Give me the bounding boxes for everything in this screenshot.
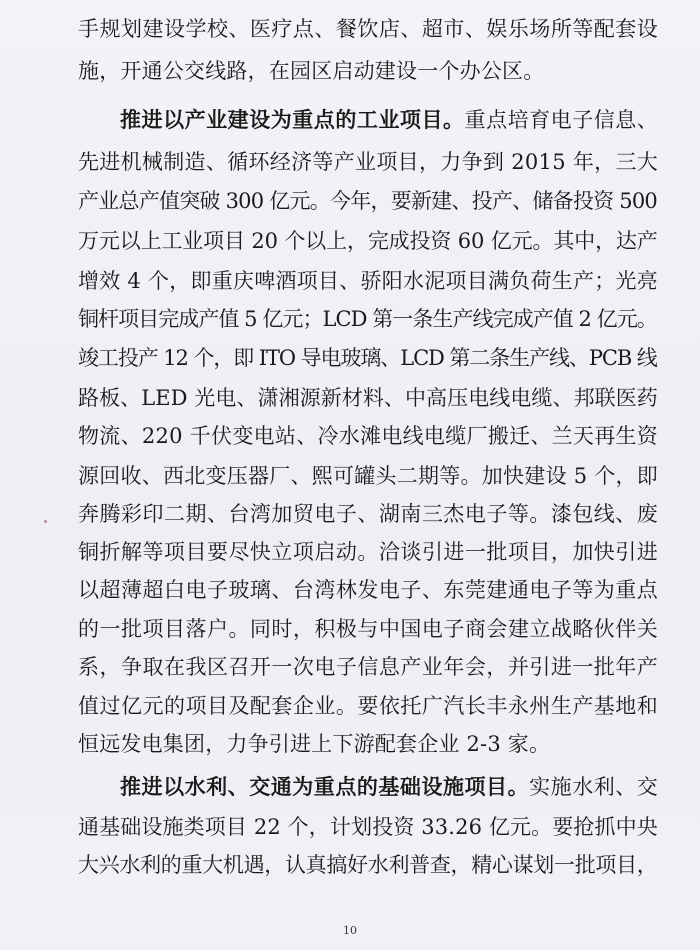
text-line (120, 105, 658, 135)
body-text-run: 奔腾彩印二期、台湾加贸电子、湖南三杰电子等。漆包线、废 (78, 502, 659, 526)
text-line (78, 383, 658, 413)
body-text-run: 的一批项目落户。同时，积极与中国电子商会建立战略伙伴关 (78, 617, 659, 641)
text-line (78, 575, 658, 605)
bold-heading-text: 推进以产业建设为重点的工业项目。 (120, 108, 465, 132)
body-text-run: 值过亿元的项目及配套企业。要依托广汽长丰永州生产基地和 (78, 694, 659, 718)
text-line (78, 499, 658, 529)
body-text-run: 以超薄超白电子玻璃、台湾林发电子、东莞建通电子等为重点 (78, 578, 659, 602)
text-line (78, 147, 658, 177)
body-text-run: 大兴水利的重大机遇，认真搞好水利普查，精心谋划一批项目， (78, 853, 658, 877)
text-line (78, 850, 657, 880)
text-line (78, 14, 658, 44)
body-text-run: 重点培育电子信息、 (464, 108, 659, 132)
body-text-run: 铜杆项目完成产值 5 亿元；LCD 第一条生产线完成产值 2 亿元。 (78, 307, 657, 331)
body-text-run: 系，争取在我区召开一次电子信息产业年会，并引进一批年产 (78, 655, 659, 679)
text-line (78, 304, 657, 334)
text-line (78, 343, 657, 373)
text-line (78, 812, 658, 842)
body-text-run: 实施水利、交 (529, 775, 659, 799)
body-text-run: 万元以上工业项目 20 个以上，完成投资 60 亿元。其中，达产 (78, 229, 658, 253)
body-text-run: 先进机械制造、循环经济等产业项目，力争到 2015 年，三大 (78, 150, 659, 174)
body-text-run: 恒远发电集团，力争引进上下游配套企业 2-3 家。 (78, 732, 551, 756)
body-text-run: 物流、220 千伏变电站、冷水滩电线电缆厂搬迁、兰天再生资 (78, 424, 659, 448)
text-line (78, 461, 658, 491)
text-line (78, 421, 658, 451)
text-line (78, 537, 658, 567)
text-line (78, 691, 658, 721)
bold-heading-text: 推进以水利、交通为重点的基础设施项目。 (120, 775, 530, 799)
body-text-run: 铜折解等项目要尽快立项启动。洽谈引进一批项目，加快引进 (78, 540, 659, 564)
body-text-run: 通基础设施类项目 22 个，计划投资 33.26 亿元。要抢抓中央 (78, 815, 658, 839)
body-text-run: 竣工投产 12 个，即 ITO 导电玻璃、LCD 第二条生产线、PCB 线 (78, 346, 657, 370)
text-line (120, 772, 658, 802)
text-line (78, 729, 550, 759)
body-text-run: 施，开通公交线路，在园区启动建设一个办公区。 (78, 59, 545, 83)
text-line (78, 652, 658, 682)
text-line (78, 266, 658, 296)
text-line (78, 56, 544, 86)
page-number: 10 (343, 924, 357, 937)
body-text-run: 产业总产值突破 300 亿元。今年，要新建、投产、储备投资 500 (78, 189, 658, 213)
body-text-run: 手规划建设学校、医疗点、餐饮店、超市、娱乐场所等配套设 (78, 17, 659, 41)
body-text-run: 增效 4 个，即重庆啤酒项目、骄阳水泥项目满负荷生产；光亮 (78, 269, 659, 293)
ink-speck (44, 520, 47, 523)
text-line (78, 614, 658, 644)
text-line (78, 186, 657, 216)
body-text-run: 源回收、西北变压器厂、熙可罐头二期等。加快建设 5 个，即 (78, 464, 659, 488)
body-text-run: 路板、LED 光电、潇湘源新材料、中高压电线电缆、邦联医药 (78, 386, 658, 410)
text-line (78, 226, 658, 256)
